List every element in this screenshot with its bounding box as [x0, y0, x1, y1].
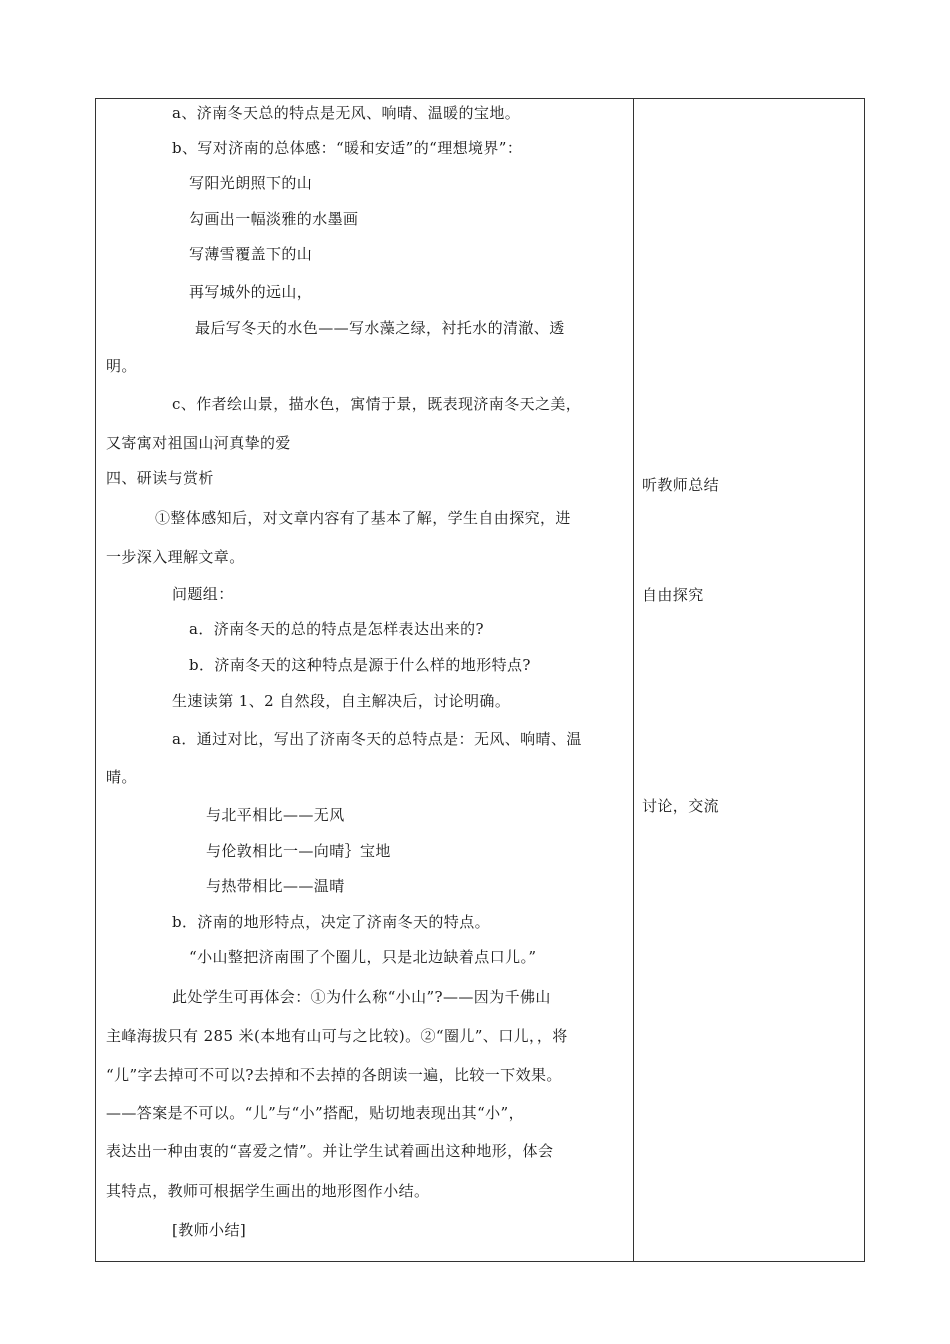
text-line: a、济南冬天总的特点是无风、响晴、温暖的宝地。: [172, 104, 521, 122]
section-heading: 四、研读与赏析: [106, 469, 214, 487]
lesson-plan-table: [95, 98, 865, 1262]
text-line: 再写城外的远山，: [189, 283, 313, 301]
text-line: 与热带相比——温晴: [206, 877, 345, 895]
column-divider: [633, 99, 634, 1261]
activity-note: 听教师总结: [642, 476, 720, 494]
quote-line: “小山整把济南围了个圈儿，只是北边缺着点口儿。”: [189, 948, 537, 966]
activity-note: 自由探究: [642, 586, 704, 604]
text-line: 与伦敦相比一—向晴｝宝地: [206, 842, 391, 860]
activity-note: 讨论，交流: [642, 797, 720, 815]
text-line: 一步深入理解文章。: [106, 548, 245, 566]
text-line: 与北平相比——无风: [206, 806, 345, 824]
text-line: “儿”字去掉可不可以?去掉和不去掉的各朗读一遍，比较一下效果。: [106, 1066, 562, 1084]
text-line: 明。: [106, 357, 137, 375]
text-line: c、作者绘山景，描水色，寓情于景，既表现济南冬天之美，: [172, 395, 582, 413]
text-line: 又寄寓对祖国山河真挚的爱: [106, 434, 291, 452]
text-line: 主峰海拔只有 285 米(本地有山可与之比较)。②“圈儿”、口儿，，将: [106, 1027, 568, 1045]
text-line: b、写对济南的总体感：“暖和安适”的“理想境界”：: [172, 139, 523, 157]
text-line: 此处学生可再体会：①为什么称“小山”?——因为千佛山: [172, 988, 551, 1006]
text-line: ——答案是不可以。“儿”与“小”搭配，贴切地表现出其“小”，: [106, 1104, 525, 1122]
text-line: 写阳光朗照下的山: [189, 174, 313, 192]
text-line: 问题组：: [172, 585, 234, 603]
text-line: 最后写冬天的水色——写水藻之绿，衬托水的清澈、透: [195, 319, 565, 337]
text-line: 写薄雪覆盖下的山: [189, 245, 313, 263]
text-line: 勾画出一幅淡雅的水墨画: [189, 210, 359, 228]
text-line: [教师小结]: [172, 1221, 247, 1239]
text-line: 表达出一种由衷的“喜爱之情”。并让学生试着画出这种地形，体会: [106, 1142, 554, 1160]
text-line: a．通过对比，写出了济南冬天的总特点是：无风、响晴、温: [172, 730, 582, 748]
text-line: 晴。: [106, 768, 137, 786]
text-line: 其特点，教师可根据学生画出的地形图作小结。: [106, 1182, 430, 1200]
text-line: b．济南的地形特点，决定了济南冬天的特点。: [172, 913, 491, 931]
text-line: b．济南冬天的这种特点是源于什么样的地形特点?: [189, 656, 531, 674]
text-line: a．济南冬天的总的特点是怎样表达出来的?: [189, 620, 484, 638]
text-line: 生速读第 1、2 自然段，自主解决后，讨论明确。: [172, 692, 511, 710]
text-line: ①整体感知后，对文章内容有了基本了解，学生自由探究，进: [155, 509, 571, 527]
